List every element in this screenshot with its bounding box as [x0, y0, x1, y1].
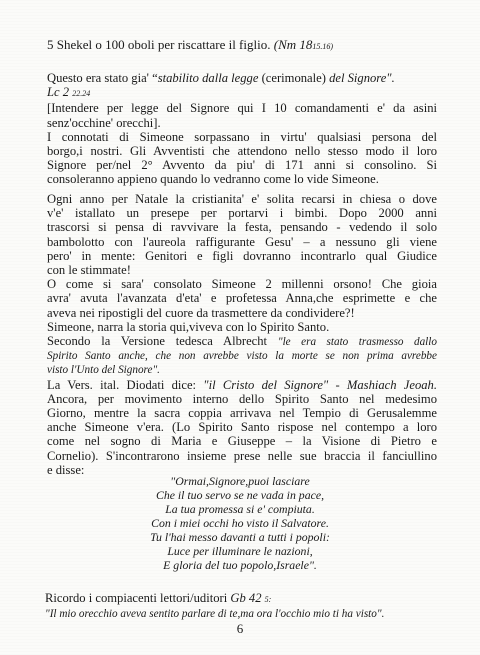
- text-line: borgo,i nostri. Gli Avventisti che attendono nello stesso modo il loro: [47, 144, 437, 159]
- text-line: [47, 378, 437, 392]
- text-line: [47, 334, 437, 349]
- verse-line: Con i miei occhi ho visto il Salvatore.: [151, 516, 329, 530]
- text-line: Cornelio). S'incontrarono insieme prese nelle sue braccia il fanciullino: [47, 448, 437, 463]
- text-line: v'e' istallato un presepe per portarvi i bimbi. Dopo 2000 anni: [47, 206, 437, 221]
- text-span: Questo era stato gia' “: [47, 71, 158, 85]
- quotation-line: "Il mio orecchio aveva sentito parlare di te,ma ora l'occhio mio ti ha visto".: [45, 608, 385, 621]
- text-line: aveva nei ripostigli del cuore da trasmettere da condividere?!: [47, 305, 355, 320]
- text-line: I connotati di Simeone sorpassano in virtu' qualsiasi persona del: [47, 129, 437, 144]
- verse-numbers: 22.24: [72, 89, 91, 99]
- paragraph-redemption: [47, 38, 437, 54]
- text-line: [47, 85, 437, 101]
- text-line: come nel sogno di Maria e Giuseppe – la Visione di Pietro e: [47, 434, 437, 449]
- text-line: O come si sara' consolato Simeone 2 millenni orsono! Che gioia: [47, 277, 437, 292]
- scripture-reference: (Nm 18: [273, 37, 313, 52]
- text-span: Ricordo i compiacenti lettori/uditori: [45, 591, 231, 605]
- verse-line: Tu l'hai messo davanti a tutti i popoli:: [150, 530, 330, 544]
- verse-numbers: 5:: [264, 595, 272, 604]
- text-line: Giorno, mentre la sacra coppia arrivava nel Tempio di Gerusalemme: [47, 406, 437, 421]
- text-line: senz'occhine' orecchi].: [47, 115, 161, 130]
- text-line: consoleranno appieno quando lo vedranno come lo vide Simeone.: [47, 172, 379, 187]
- verse-numbers: 15.16): [312, 42, 334, 51]
- scripture-reference: Lc 2: [47, 85, 70, 100]
- paragraph-simeone: [47, 71, 437, 187]
- page-number: 6: [236, 621, 244, 636]
- verse-line: Che il tuo servo se ne vada in pace,: [155, 488, 325, 502]
- text-line: [Intendere per legge del Signore qui I 10 comandamenti e' da asini: [47, 101, 437, 116]
- quotation-line: Spirito Santo anche, che non avrebbe visto la morte se non prima avrebbe: [47, 350, 437, 363]
- text-span: del Signore".: [329, 71, 395, 85]
- text-span: stabilito dalla legge: [157, 71, 259, 85]
- text-line: [47, 71, 437, 85]
- text-line: Signore per/nel 2° Avvento da piu' di 171 anni si consolino. Si: [47, 158, 437, 173]
- text-span: La Vers. ital. Diodati dice:: [47, 377, 204, 392]
- verse-line: La tua promessa si e' compiuta.: [165, 502, 315, 516]
- closing-paragraph: [45, 591, 445, 621]
- text-line: e disse:: [47, 462, 85, 477]
- text-span: (cerimonale): [258, 71, 330, 85]
- text-line: pero' in mente: Genitori e figli dovranno incontrarlo qual Giudice: [47, 248, 437, 263]
- paragraph-christmas: [47, 192, 437, 477]
- text-line: Simeone, narra la storia qui,viveva con lo Spirito Santo.: [47, 319, 330, 334]
- text-line: [45, 591, 445, 607]
- text-line: trascorsi si pensa di ravvivare la festa, pensando - vedendo il solo: [47, 220, 437, 235]
- quotation: "le era stato trasmesso dallo: [277, 336, 437, 349]
- text-line: Ogni anno per Natale la cristianita' e' solita recarsi in chiesa o dove: [47, 192, 437, 206]
- text-line: Ancora, per movimento interno dello Spirito Santo nel medesimo: [47, 391, 437, 406]
- text-line: anche Simeone v'era. (Lo Spirito Santo rispose nel contempo a loro: [47, 420, 437, 435]
- verse-line: "Ormai,Signore,puoi lasciare: [170, 474, 310, 488]
- text-line: con le stimmate!: [47, 263, 131, 278]
- text-span: 5 Shekel o 100 oboli per riscattare il figlio.: [47, 37, 271, 52]
- quotation: "il Cristo del Signore" - Mashiach Jeoah.: [203, 377, 438, 392]
- quotation-line: visto l'Unto del Signore".: [47, 364, 160, 377]
- text-line: [47, 38, 437, 54]
- text-line: bambolotto con l'aureola raffigurante Gesu' – a nessuno gli viene: [47, 234, 437, 249]
- verse-line: Luce per illuminare le nazioni,: [167, 544, 313, 558]
- scripture-reference: Gb 42: [230, 591, 262, 605]
- text-line: avra' avuta l'avanzata d'eta' e profetessa Anna,che esprimette e che: [47, 291, 437, 306]
- text-span: Secondo la Versione tedesca Albrecht: [47, 334, 278, 349]
- verse-line: E gloria del tuo popolo,Israele".: [163, 558, 317, 572]
